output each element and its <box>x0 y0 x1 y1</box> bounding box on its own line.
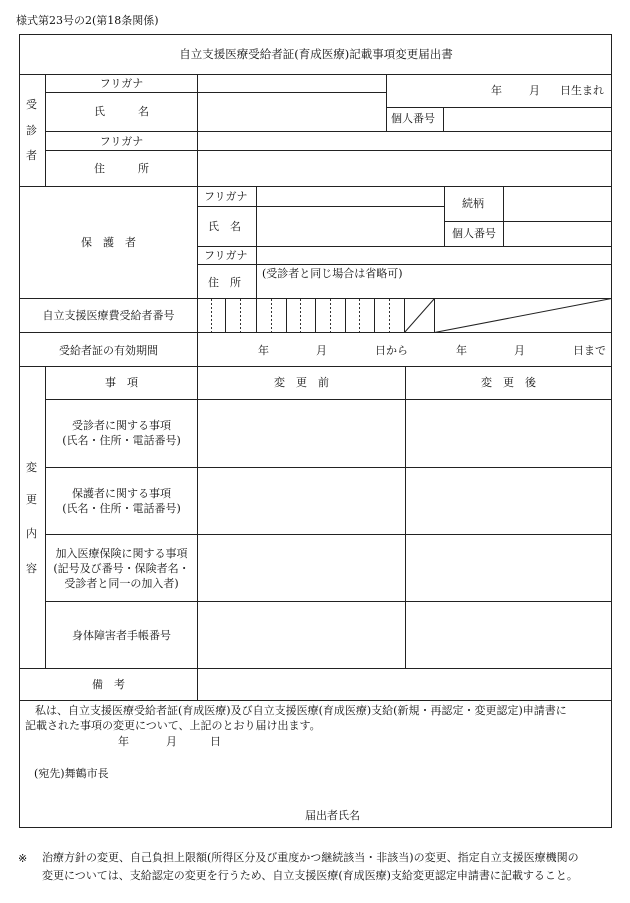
changes-section-char-4: 容 <box>26 562 37 575</box>
change-row-insurance-line3: 受診者と同一の加入者) <box>64 577 179 590</box>
declaration-line1: 私は、自立支援医療受給者証(育成医療)及び自立支援医療(育成医療)支給(新規・再認定・変更認定)申請書に <box>35 704 567 717</box>
patient-birth-day: 日生まれ <box>560 84 604 97</box>
guardian-name-label: 氏 名 <box>208 220 241 233</box>
patient-section-char-3: 者 <box>26 149 37 162</box>
change-row-guardian-line2: (氏名・住所・電話番号) <box>62 502 181 515</box>
validity-from-day: 日から <box>375 344 408 357</box>
patient-furigana-label: フリガナ <box>99 77 144 90</box>
declaration-day: 日 <box>210 735 221 748</box>
change-row-patient-line1: 受診者に関する事項 <box>72 419 171 432</box>
footnote-text <box>42 849 612 885</box>
patient-birth-year: 年 <box>491 84 502 97</box>
change-row-disability-line1: 身体障害者手帳番号 <box>72 629 171 642</box>
change-row-patient-label <box>46 418 197 448</box>
guardian-section-label: 保 護 者 <box>81 236 136 249</box>
patient-section-char-1: 受 <box>26 98 37 111</box>
change-row-insurance-line1: 加入医療保険に関する事項 <box>55 547 188 560</box>
patient-birth-month: 月 <box>529 84 540 97</box>
changes-header-before: 変 更 前 <box>274 376 329 389</box>
validity-label: 受給者証の有効期間 <box>59 344 158 357</box>
guardian-furigana-label: フリガナ <box>204 190 248 203</box>
change-row-guardian-line1: 保護者に関する事項 <box>72 487 171 500</box>
guardian-personal-number-label: 個人番号 <box>452 227 496 240</box>
declaration-month: 月 <box>166 735 177 748</box>
validity-from-month: 月 <box>316 344 327 357</box>
guardian-address-label: 住 所 <box>208 276 241 289</box>
change-row-guardian-label <box>46 486 197 516</box>
guardian-relationship-label: 続柄 <box>462 197 484 210</box>
changes-header-after: 変 更 後 <box>481 376 536 389</box>
declaration-text <box>25 703 609 733</box>
guardian-address-note: (受診者と同じ場合は省略可) <box>262 267 403 280</box>
change-row-disability-label <box>46 628 197 643</box>
patient-section-char-2: 診 <box>26 124 37 137</box>
changes-header-item: 事 項 <box>105 376 138 389</box>
change-row-patient-line2: (氏名・住所・電話番号) <box>62 434 181 447</box>
guardian-address-furigana-label: フリガナ <box>204 249 248 262</box>
patient-personal-number-label: 個人番号 <box>391 112 435 125</box>
changes-section-char-2: 更 <box>26 493 37 506</box>
changes-section-char-3: 内 <box>26 527 37 540</box>
form-number: 様式第23号の2(第18条関係) <box>16 14 159 27</box>
recipient-number-label: 自立支援医療費受給者番号 <box>42 309 175 322</box>
footnote-line1: 治療方針の変更、自己負担上限額(所得区分及び重度かつ継続該当・非該当)の変更、指定自立支援医療機関の <box>42 851 579 864</box>
footnote-line2: 変更については、支給認定の変更を行うため、自立支援医療(育成医療)支給変更認定申請書に記載すること。 <box>42 869 578 882</box>
declaration-year: 年 <box>118 735 129 748</box>
remarks-label: 備 考 <box>92 678 125 691</box>
declaration-line2: 記載された事項の変更について、上記のとおり届け出ます。 <box>25 719 321 732</box>
patient-address-label: 住 所 <box>94 162 149 175</box>
change-row-insurance-line2: (記号及び番号・保険者名・ <box>53 562 190 575</box>
validity-to-month: 月 <box>514 344 525 357</box>
patient-address-furigana-label: フリガナ <box>99 135 144 148</box>
footnote-mark: ※ <box>18 852 28 865</box>
form-title: 自立支援医療受給者証(育成医療)記載事項変更届出書 <box>179 47 453 61</box>
validity-to-year: 年 <box>456 344 467 357</box>
validity-to-day: 日まで <box>573 344 606 357</box>
patient-name-label: 氏 名 <box>94 105 149 118</box>
change-row-insurance-label <box>46 546 197 591</box>
changes-section-char-1: 変 <box>26 461 37 474</box>
signer-name-label: 届出者氏名 <box>305 809 360 822</box>
addressee: (宛先)舞鶴市長 <box>34 767 109 780</box>
validity-from-year: 年 <box>258 344 269 357</box>
